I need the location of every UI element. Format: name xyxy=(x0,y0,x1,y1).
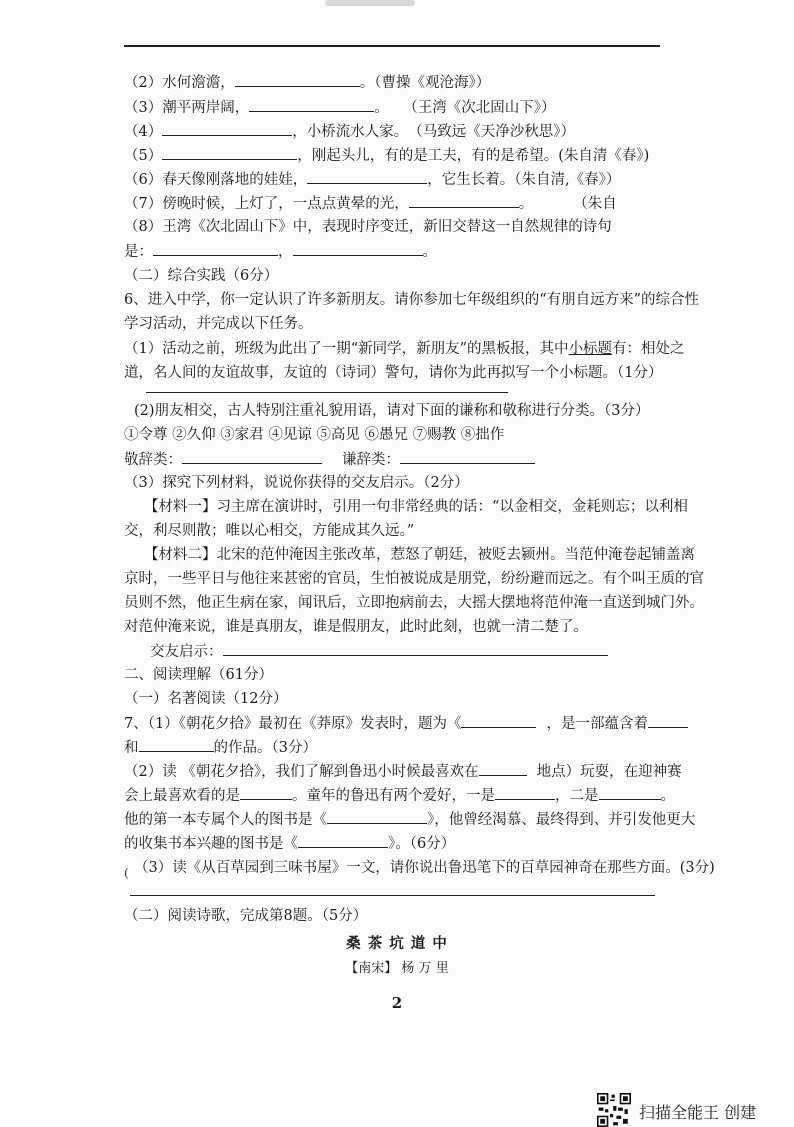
answer-blank[interactable] xyxy=(298,833,388,848)
friend-hint-line: 交友启示： xyxy=(150,641,608,662)
answer-blank[interactable] xyxy=(240,785,292,800)
answer-blank[interactable] xyxy=(479,761,527,776)
q7-2-line3: 他的第一本专属个人的图书是《 》，他曾经渴慕、最终得到、并引发他更大 xyxy=(124,809,695,830)
header-rule xyxy=(124,45,660,47)
scanner-brand-label: 扫描全能王 创建 xyxy=(639,1103,757,1122)
material1-line1: 【材料一】习主席在演讲时，引用一句非常经典的话：“以金相交，金耗则忘；以利相 xyxy=(144,499,688,515)
q7-2-line2: 会上最喜欢看的是 。童年的鲁迅有两个爱好，一是 ，二是 。 xyxy=(124,785,675,806)
answer-blank[interactable] xyxy=(327,809,427,824)
section2-1-heading: （一）名著阅读（12分） xyxy=(124,691,288,707)
section2-2-heading: （二）阅读诗歌，完成第8题。（5分） xyxy=(124,908,368,924)
q6-intro-line1: 6、进入中学，你一定认识了许多新朋友。请你参加七年级组织的“有朋自远方来”的综合性 xyxy=(124,292,700,308)
poem-fill-line-7: （7）傍晚时候，上灯了，一点点黄晕的光， 。 （朱自 xyxy=(124,193,617,214)
q6-1-line2: 道，名人间的友谊故事，友谊的（诗词）警句，请你为此再拟写一个小标题。（1分） xyxy=(124,365,663,381)
section-practice-heading: （二）综合实践（6分） xyxy=(124,268,279,284)
poem-title: 桑 茶 坑 道 中 xyxy=(346,935,448,952)
q7-1-line2: 和 的作品。（3分） xyxy=(124,737,317,758)
honorific-answer[interactable] xyxy=(182,449,322,464)
poem-fill-line-6: （6）春天像刚落地的娃娃， ，它生长着。（朱自清,《春》） xyxy=(124,169,620,190)
poem-fill-line-4: （4） ，小桥流水人家。 （马致远《天净沙秋思》） xyxy=(124,121,575,142)
q7-2-line1: （2）读 《朝花夕拾》，我们了解到鲁迅小时候最喜欢在 地点）玩耍，在迎神赛 xyxy=(124,761,682,782)
poem-fill-line-2: （2）水何澹澹， 。（曹操《观沧海》） xyxy=(124,72,490,93)
answer-blank[interactable] xyxy=(307,169,427,184)
answer-blank[interactable] xyxy=(648,713,688,728)
answer-blank[interactable] xyxy=(162,121,292,136)
q7-1-line1: 7、（1）《朝花夕拾》最初在《莽原》发表时，题为《 ，是一部蕴含着 xyxy=(124,713,688,734)
answer-blank[interactable] xyxy=(235,72,360,87)
friend-hint-answer[interactable] xyxy=(223,641,608,656)
poem-fill-line-3: （3）潮平两岸阔， 。 （王湾《次北固山下》） xyxy=(124,97,555,118)
poem-fill-line-5: （5） ，刚起头儿，有的是工夫，有的是希望。(朱自清《春》) xyxy=(124,145,649,166)
answer-blank[interactable] xyxy=(293,241,423,256)
answer-blank[interactable] xyxy=(153,241,278,256)
poem-fill-line-8: （8）王湾《次北固山下》中，表现时序变迁，新旧交替这一自然规律的诗句 xyxy=(124,219,612,235)
answer-blank[interactable] xyxy=(162,145,297,160)
page-number: 2 xyxy=(391,994,403,1012)
material2-line4: 对范仲淹来说，谁是真朋友，谁是假朋友，此时此刻，也就一清二楚了。 xyxy=(124,619,588,635)
material1-line2: 交，利尽则散；唯以心相交，方能成其久远。” xyxy=(124,523,415,539)
answer-blank[interactable] xyxy=(249,97,374,112)
answer-blank[interactable] xyxy=(495,785,555,800)
margin-mark: ( xyxy=(124,866,129,880)
q7-3-prompt: （3）读《从百草园到三味书屋》一文，请你说出鲁迅笔下的百草园神奇在那些方面。(3分) xyxy=(134,860,715,876)
q6-intro-line2: 学习活动，并完成以下任务。 xyxy=(124,316,313,332)
q6-2-answers: 敬辞类： 谦辞类： xyxy=(124,449,535,470)
material2-line1: 【材料二】北宋的范仲淹因主张改革，惹怒了朝廷，被贬去颍州。当范仲淹卷起铺盖离 xyxy=(144,547,695,563)
qr-code-icon xyxy=(597,1093,631,1127)
q6-3-prompt: （3）探究下列材料，说说你获得的交友启示。（2分） xyxy=(124,475,469,491)
answer-blank[interactable] xyxy=(599,785,661,800)
material2-line3: 员则不然，他正生病在家，闻讯后，立即抱病前去，大摇大摆地将范仲淹一直送到城门外。 xyxy=(124,595,704,611)
material2-line2: 京时，一些平日与他往来甚密的官员，生怕被说成是朋党，纷纷避而远之。有个叫王质的官 xyxy=(124,571,704,587)
answer-blank[interactable] xyxy=(409,193,519,208)
humble-answer[interactable] xyxy=(400,449,535,464)
answer-line[interactable] xyxy=(146,392,508,393)
answer-line[interactable] xyxy=(130,895,655,896)
scan-smudge xyxy=(325,0,415,6)
answer-blank[interactable] xyxy=(139,737,214,752)
q6-1-line1: （1）活动之前，班级为此出了一期“新同学，新朋友”的黑板报，其中小标题有：相处之 xyxy=(124,341,685,357)
answer-blank[interactable] xyxy=(461,713,536,728)
poem-fill-line-8-answer: 是： ， 。 xyxy=(124,241,437,262)
q6-2-prompt: (2)朋友相交，古人特别注重礼貌用语，请对下面的谦称和敬称进行分类。（3分） xyxy=(134,403,650,419)
section2-heading: 二、阅读理解（61分） xyxy=(124,667,273,683)
q6-2-items: ①令尊 ②久仰 ③家君 ④见谅 ⑤高见 ⑥愚兄 ⑦赐教 ⑧拙作 xyxy=(124,427,505,443)
poem-author: 【南宋】 杨 万 里 xyxy=(345,961,449,976)
q7-2-line4: 的收集书本兴趣的图书是《 》。（6分） xyxy=(124,833,455,854)
